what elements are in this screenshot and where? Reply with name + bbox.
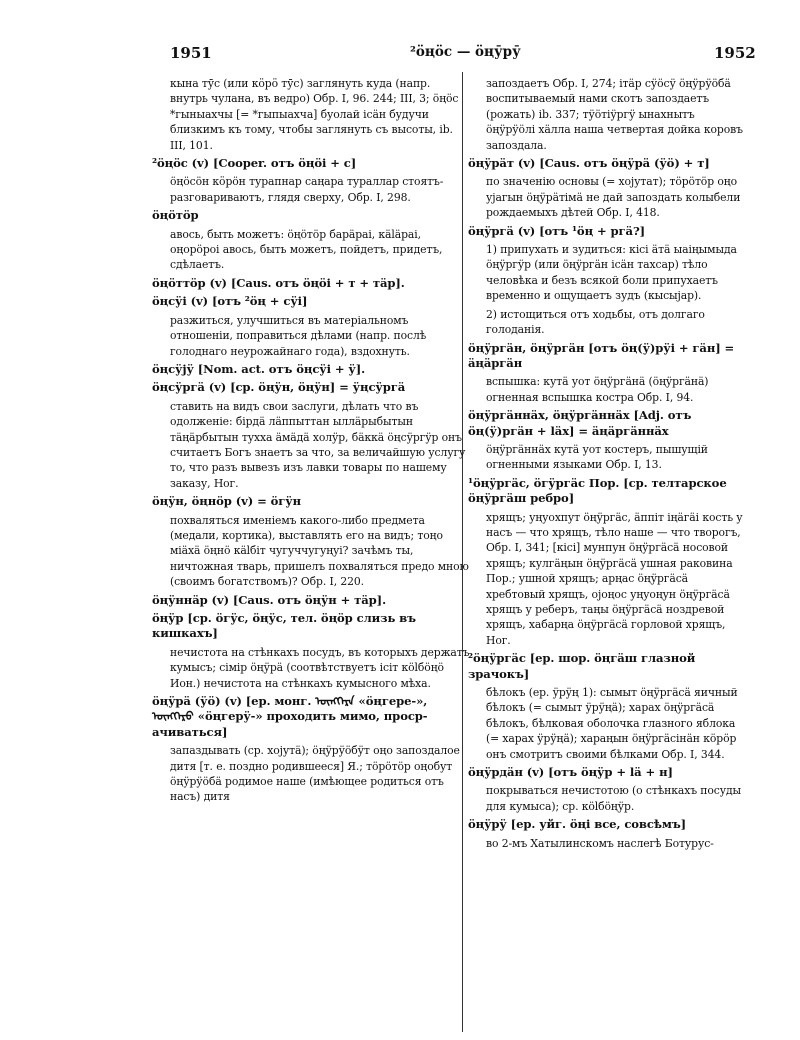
dictionary-definition: хрящъ; уңуохпут öңӱргäс, äппiт iңäгäi кость у насъ — что хрящъ, тѣло наше — что творогъ, Обр. I, 341; [кiсi] мунпун öңӱргäсä носовой хрящъ; кулгäңын öңӱргäсä ушная раковина Пор.; ушной хрящъ; арңас öңӱргäсä хребтовый хрящъ, ојоңос уңуоңун öңӱргäсä хрящъ у реберъ, таңы öңӱргäсä ноздревой хрящъ, хабарңа öңӱргäсä горловой хрящъ, Ног. [486, 510, 743, 647]
dictionary-definition: кына тӯс (или кӧрӧ тӯс) заглянуть куда (напр. внутрь чулана, въ ведро) Обр. I, 96. 244; III, 3; öңöс *гыныахчы [= *гыпыахча] буолай iсäн будучи близкимъ къ тому, чтобы заглянуть съ высоты, ib. III, 101. [170, 77, 459, 152]
dictionary-definition: по значенію основы (= хојутат); тöрöтöр оңо уjагын öңӱрäтiмä не дай запоздать колыбели рождаемыхъ дѣтей Обр. I, 418. [486, 175, 741, 220]
right-column [468, 76, 744, 854]
dictionary-headword: öңӱргäннäх, öңӱргäннäх [Adj. отъ öң(ӱ)ргäн + läх] = äңäргäннäх [468, 408, 692, 438]
dictionary-headword: öңӱргäн, öңӱргäн [отъ öң(ӱ)рӱi + гäн] = äңäргäн [468, 340, 735, 370]
dictionary-headword: öңӱр [ср. öгӱс, öңӱс, тел. öңöр слизь въ кишкахъ] [152, 611, 416, 641]
dictionary-definition: вспышка: кутä уот öңӱргäнä (öңӱргäнä) огненная вспышка костра Обр. I, 94. [486, 375, 709, 404]
dictionary-definition: запаздывать (ср. хојутä); öңӱрӱöбӱт оңо запоздалое дитя [т. е. поздно родившееся] Я.; тöрöтöр оңобут öңӱрӱöбä родимое наше (имѣющее родиться отъ насъ) дитя [170, 744, 460, 804]
dictionary-headword: öңӱннäр (v) [Caus. отъ öңӱн + тäр]. [152, 592, 387, 607]
running-head: ²öңöс — öңӯрӯ [410, 44, 521, 60]
right-page-number: 1952 [714, 44, 756, 62]
dictionary-definition: разжиться, улучшиться въ матеріальномъ отношеніи, поправиться дѣлами (напр. послѣ голоднаго неурожайнаго года), вздохнуть. [170, 313, 427, 358]
dictionary-definition: покрываться нечистотою (о стѣнкахъ посуды для кумыса); ср. кölбöңӱр. [486, 784, 742, 813]
dictionary-definition: ставить на видъ свои заслуги, дѣлать что въ одолженіе: бірдä лäппыттан ыллäрыбытын тäңäрбытын тухха äмäдä холӱр, бäккä öңсӱргӱр онъ считаетъ Богъ знаетъ за что, за величайшую услугу то, что разъ вывезъ изъ лавки товары по нашему заказу, Ног. [170, 399, 466, 490]
dictionary-definition: похваляться именіемъ какого-либо предмета (медали, кортика), выставлять его на видъ; тоңо міäхä öңнö кälбіт чугуччугуңуi? зачѣмъ ты, ничтожная тварь, пришелъ похваляться предо мною (своимъ богатствомъ)? Обр. I, 220. [170, 513, 469, 589]
left-column [152, 76, 470, 808]
dictionary-headword: öңöтöр [152, 208, 199, 223]
left-page-number: 1951 [170, 44, 212, 62]
dictionary-headword: ²öңöс (v) [Cooper. отъ öңöi + с] [152, 156, 357, 171]
dictionary-headword: öңсӱi (v) [отъ ²öң + сӱi] [152, 294, 308, 309]
dictionary-headword: öңӱрäт (v) [Caus. отъ öңӱрä (ӱö) + т] [468, 156, 710, 171]
dictionary-definition: öңӱргäннäх кутä уот костеръ, пышущій огненными языками Обр. I, 13. [486, 442, 708, 472]
dictionary-headword: öңӱргä (v) [отъ ¹öң + ргä?] [468, 223, 646, 238]
dictionary-definition: 1) припухать и зудиться: кiсi äтä ыаiңымыда öңӱргӱр (или öңӱргäн iсäн тахсар) тѣло человѣка и безъ всякой боли припухаетъ временно и ощущаетъ зудъ (кысыјар). [486, 243, 737, 303]
dictionary-headword: öңӱрдäн (v) [отъ öңӱр + lä + н] [468, 765, 673, 780]
dictionary-definition: авось, быть можетъ: öңöтöр барäраi, кäläраi, оңорöроi авось, быть можетъ, пойдетъ, придетъ, сдѣлаетъ. [170, 227, 443, 272]
dictionary-headword: öңӱрä (ӱö) (v) [ер. монг. ᠥᠩᠭᠡᠷᠡ «öңгере-», ᠥᠩᠭᠡᠷᠦ «öңгерӱ-» проходить мимо, просрачиваться] [152, 694, 428, 739]
dictionary-headword: öңöттöр (v) [Caus. отъ öңöi + т + тäр]. [152, 275, 405, 290]
dictionary-headword: öңсӱjӱ [Nom. act. отъ öңсӱi + ӱ]. [152, 361, 366, 376]
dictionary-headword: öңӱн, öңнöр (v) = öгӱн [152, 494, 301, 509]
dictionary-definition: бѣлокъ (ер. ӱрӱң 1): сымыт öңӱргäсä яичный бѣлокъ (= сымыт ӱрӱңä); харах öңӱргäсä бѣлокъ, бѣлковая оболочка глазного яблока (= харах ӱрӱңä); хараңын öңӱргäсiнäн кöрöр онъ смотритъ своими бѣлками Обр. I, 344. [486, 686, 738, 761]
dictionary-definition: запоздаетъ Обр. I, 274; iтäр сӱöсӱ öңӱрӱöбä воспитываемый нами скотъ запоздаетъ (рожать) ib. 337; тӱöтiӱргӱ ынахнытъ öңӱрӱöлi хäлла наша четвертая дойка коровъ запоздала. [486, 77, 743, 152]
dictionary-headword: öңӱрӱ [ер. уйг. öңi все, совсѣмъ] [468, 817, 687, 832]
dictionary-definition: нечистота на стѣнкахъ посудъ, въ которыхъ держатъ кумысъ; сімір öңӱрä (соотвѣтствуетъ iсіт кölбöңö Ион.) нечистота на стѣнкахъ кумысного мѣха. [170, 645, 470, 690]
dictionary-headword: ²öңӱргäс [ер. шор. öңгäш глазной зрачокъ] [468, 651, 696, 681]
dictionary-definition: 2) истощиться отъ ходьбы, отъ долгаго голоданія. [486, 307, 705, 337]
dictionary-headword: öңсӱргä (v) [ср. öңӱн, öңӱн] = ӱңсӱргä [152, 380, 406, 395]
dictionary-definition: öңöсöн кӧрöн турапнар саңара тураллар стоятъ-разговариваютъ, глядя сверху, Обр. I, 298. [170, 175, 444, 204]
dictionary-headword: ¹öңӱргäс, öгӱргäс Пор. [ср. телтарское öңӱргäш ребро] [468, 475, 727, 506]
dictionary-definition: во 2-мъ Хатылинскомъ наслегѣ Ботурус- [486, 836, 714, 850]
